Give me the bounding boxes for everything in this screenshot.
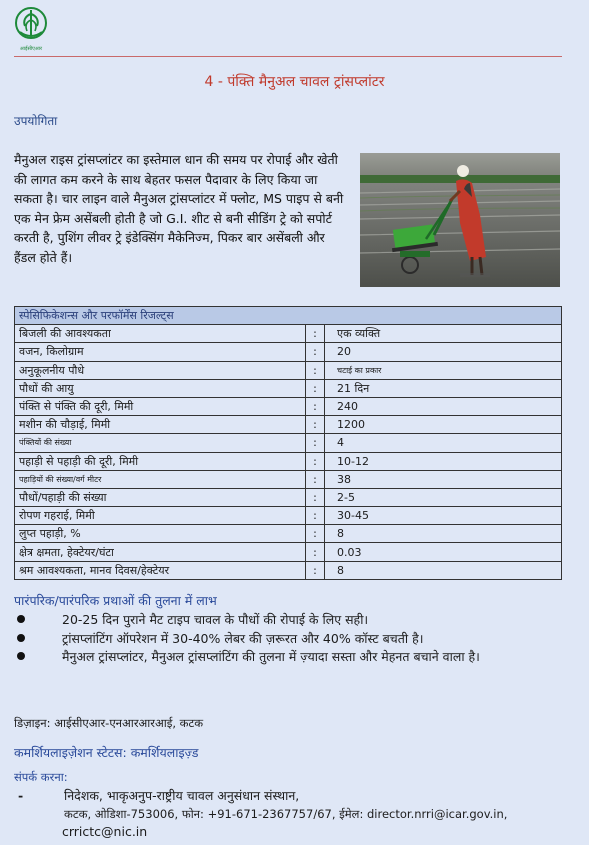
utility-heading: उपयोगिता — [14, 114, 58, 128]
spec-colon: : — [306, 416, 325, 434]
spec-value: 10-12 — [325, 452, 562, 470]
spec-row — [15, 470, 562, 488]
svg-text:आईसीएआर: आईसीएआर — [19, 46, 43, 52]
spec-row — [15, 525, 562, 543]
spec-row — [15, 543, 562, 561]
list-item — [14, 630, 484, 649]
spec-label: अनुकूलनीय पौधे — [15, 361, 306, 379]
benefit-text: मैनुअल ट्रांसप्लांटर, मैनुअल ट्रांसप्लांटिंग की तुलना में ज़्यादा सस्ता और मेहनत बचाने वाला है। — [62, 649, 480, 664]
contact-dash: - — [18, 788, 24, 803]
bullet-icon — [17, 652, 25, 660]
page-title: 4 - पंक्ति मैनुअल चावल ट्रांसप्लांटर — [204, 74, 385, 90]
spec-colon: : — [306, 397, 325, 415]
spec-row — [15, 452, 562, 470]
spec-colon: : — [306, 379, 325, 397]
spec-label: पौधों की आयु — [15, 379, 306, 397]
spec-label: क्षेत्र क्षमता, हेक्टेयर/घंटा — [15, 543, 306, 561]
spec-value: एक व्यक्ति — [325, 325, 562, 343]
spec-label: पौधों/पहाड़ी की संख्या — [15, 488, 306, 506]
spec-value: 38 — [325, 470, 562, 488]
header-divider — [14, 56, 562, 57]
spec-colon: : — [306, 343, 325, 361]
spec-row — [15, 416, 562, 434]
spec-row — [15, 343, 562, 361]
spec-value: 1200 — [325, 416, 562, 434]
list-item — [14, 648, 484, 667]
spec-label: पंक्ति से पंक्ति की दूरी, मिमी — [15, 397, 306, 415]
spec-label: मशीन की चौड़ाई, मिमी — [15, 416, 306, 434]
spec-row — [15, 361, 562, 379]
spec-value: 2-5 — [325, 488, 562, 506]
spec-colon: : — [306, 488, 325, 506]
spec-row — [15, 325, 562, 343]
spec-label: लुप्त पहाड़ी, % — [15, 525, 306, 543]
spec-colon: : — [306, 525, 325, 543]
spec-label: पहाड़ी से पहाड़ी की दूरी, मिमी — [15, 452, 306, 470]
spec-row — [15, 434, 562, 452]
spec-row — [15, 561, 562, 579]
contact-email[interactable]: crrictc@nic.in — [62, 824, 148, 839]
benefit-text: 20-25 दिन पुराने मैट टाइप चावल के पौधों की रोपाई के लिए सही। — [62, 612, 369, 627]
benefit-text: ट्रांसप्लांटिंग ऑपरेशन में 30-40% लेबर की ज़रूरत और 40% कॉस्ट बचती है। — [62, 630, 424, 646]
spec-row — [15, 488, 562, 506]
spec-row — [15, 379, 562, 397]
spec-heading: स्पेसिफिकेशन्स और परफॉर्मेंस रिजल्ट्स — [15, 307, 562, 325]
spec-colon: : — [306, 507, 325, 525]
contact-line: कटक, ओडिशा-753006, फोन: +91-671-2367757/67, ईमेल: director.nrri@icar.gov.in, — [64, 807, 508, 821]
contact-line: निदेशक, भाकृअनुप-राष्ट्रीय चावल अनुसंधान संस्थान, — [64, 788, 300, 803]
spec-row — [15, 397, 562, 415]
spec-colon: : — [306, 361, 325, 379]
spec-row — [15, 507, 562, 525]
contact-block — [14, 787, 574, 841]
spec-colon: : — [306, 543, 325, 561]
bullet-icon — [17, 615, 25, 623]
spec-colon: : — [306, 561, 325, 579]
spec-colon: : — [306, 452, 325, 470]
spec-value: 240 — [325, 397, 562, 415]
spec-label: पंक्तियों की संख्या — [15, 434, 306, 452]
spec-label: रोपण गहराई, मिमी — [15, 507, 306, 525]
spec-value: 0.03 — [325, 543, 562, 561]
transplanter-photo — [360, 153, 560, 287]
spec-value: 4 — [325, 434, 562, 452]
list-item — [14, 611, 484, 630]
spec-value: 30-45 — [325, 507, 562, 525]
spec-label: पहाड़ियों की संख्या/वर्ग मीटर — [15, 470, 306, 488]
commercialization-status: कमर्शियलाइज़ेशन स्टेटस: कमर्शियलाइज़्ड — [14, 745, 199, 760]
contact-heading: संपर्क करना: — [14, 770, 68, 784]
spec-colon: : — [306, 325, 325, 343]
icar-logo — [14, 4, 48, 54]
spec-table-header — [15, 307, 562, 325]
spec-label: वजन, किलोग्राम — [15, 343, 306, 361]
spec-label: श्रम आवश्यकता, मानव दिवस/हेक्टेयर — [15, 561, 306, 579]
spec-colon: : — [306, 434, 325, 452]
benefits-list — [14, 611, 484, 667]
spec-value: 20 — [325, 343, 562, 361]
spec-value: चटाई का प्रकार — [325, 361, 562, 379]
spec-value: 21 दिन — [325, 379, 562, 397]
spec-value: 8 — [325, 561, 562, 579]
spec-value: 8 — [325, 525, 562, 543]
description-paragraph: मैनुअल राइस ट्रांसप्लांटर का इस्तेमाल धान की समय पर रोपाई और खेती की लागत कम करने के साथ बेहतर फसल पैदावार के लिए किया जा सकता है। चार लाइन वाले मैनुअल ट्रांसप्लांटर में फ्लोट, MS पाइप से बनी एक मेन फ्रेम असेंबली होती है जो G.I. शीट से बनी सीडिंग ट्रे को सपोर्ट करती है, पुशिंग लीवर ट्रे इंडेक्सिंग मैकेनिज्म, पिकर बार असेंबली और हैंडल होते हैं। — [14, 152, 344, 265]
design-credit: डिज़ाइन: आईसीएआर-एनआरआरआई, कटक — [14, 716, 204, 730]
spec-colon: : — [306, 470, 325, 488]
specification-table — [14, 306, 562, 580]
bullet-icon — [17, 634, 25, 642]
benefits-heading: पारंपरिक/पारंपरिक प्रथाओं की तुलना में लाभ — [14, 593, 217, 608]
spec-label: बिजली की आवश्यकता — [15, 325, 306, 343]
